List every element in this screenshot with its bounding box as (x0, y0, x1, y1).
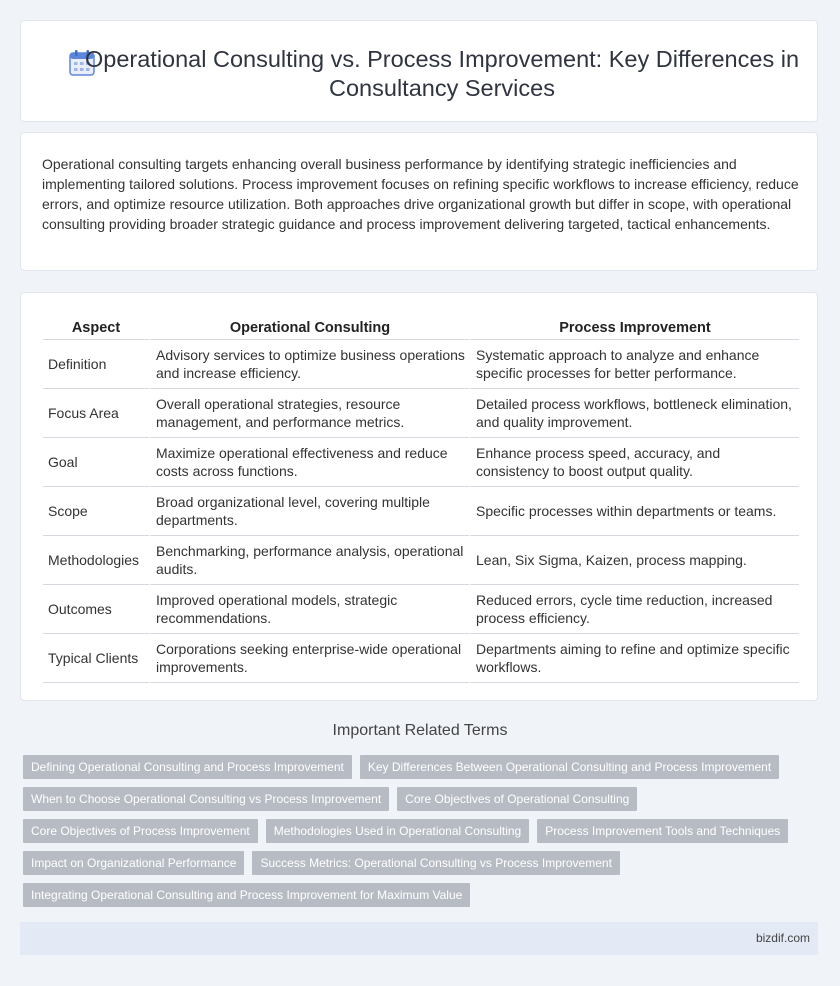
row-operational: Benchmarking, performance analysis, operational audits. (149, 536, 469, 585)
related-term-link[interactable]: Defining Operational Consulting and Process Improvement (23, 755, 352, 779)
related-term-link[interactable]: Core Objectives of Operational Consulting (397, 787, 637, 811)
row-operational: Maximize operational effectiveness and reduce costs across functions. (149, 438, 469, 487)
related-terms-title: Important Related Terms (332, 722, 508, 739)
row-process: Detailed process workflows, bottleneck elimination, and quality improvement. (469, 389, 799, 438)
table-row (43, 536, 799, 585)
row-process: Systematic approach to analyze and enhance specific processes for better performance. (469, 340, 799, 389)
table-row (43, 585, 799, 634)
row-operational: Corporations seeking enterprise-wide operational improvements. (149, 634, 469, 683)
table-row (43, 634, 799, 683)
row-process: Lean, Six Sigma, Kaizen, process mapping. (469, 536, 799, 585)
related-term-link[interactable]: Key Differences Between Operational Consulting and Process Improvement (360, 755, 779, 779)
header-process-improvement: Process Improvement (469, 314, 799, 340)
header-operational-consulting: Operational Consulting (149, 314, 469, 340)
row-process: Specific processes within departments or teams. (469, 487, 799, 536)
row-operational: Improved operational models, strategic recommendations. (149, 585, 469, 634)
row-process: Enhance process speed, accuracy, and consistency to boost output quality. (469, 438, 799, 487)
header-aspect: Aspect (43, 314, 149, 340)
header-card (20, 20, 818, 122)
table-row (43, 438, 799, 487)
footer (20, 922, 818, 955)
table-row (43, 487, 799, 536)
table-row (43, 340, 799, 389)
site-name[interactable]: bizdif.com (755, 931, 810, 945)
related-term-link[interactable]: Integrating Operational Consulting and Process Improvement for Maximum Value (23, 883, 470, 907)
row-operational: Overall operational strategies, resource management, and performance metrics. (149, 389, 469, 438)
table-header-row (43, 314, 799, 340)
row-process: Reduced errors, cycle time reduction, increased process efficiency. (469, 585, 799, 634)
related-term-link[interactable]: Process Improvement Tools and Techniques (537, 819, 788, 843)
row-aspect: Outcomes (43, 585, 149, 634)
comparison-card (20, 292, 818, 701)
related-term-link[interactable]: Core Objectives of Process Improvement (23, 819, 258, 843)
table-row (43, 389, 799, 438)
page-title: Operational Consulting vs. Process Improvement: Key Differences in Consultancy Services (84, 46, 800, 101)
intro-paragraph: Operational consulting targets enhancing overall business performance by identifying strategic inefficiencies and implementing tailored solutions. Process improvement focuses on refining specific workflows to increase efficiency, reduce errors, and optimize resource utilization. Both approaches drive organizational growth but differ in scope, with operational consulting providing broader strategic guidance and process improvement delivering targeted, tactical enhancements. (42, 156, 799, 232)
related-term-link[interactable]: Impact on Organizational Performance (23, 851, 244, 875)
related-term-link[interactable]: Success Metrics: Operational Consulting vs Process Improvement (252, 851, 619, 875)
row-aspect: Goal (43, 438, 149, 487)
row-process: Departments aiming to refine and optimize specific workflows. (469, 634, 799, 683)
row-operational: Advisory services to optimize business operations and increase efficiency. (149, 340, 469, 389)
row-operational: Broad organizational level, covering multiple departments. (149, 487, 469, 536)
related-term-link[interactable]: Methodologies Used in Operational Consulting (266, 819, 529, 843)
row-aspect: Methodologies (43, 536, 149, 585)
related-terms-list (23, 755, 803, 907)
row-aspect: Scope (43, 487, 149, 536)
row-aspect: Definition (43, 340, 149, 389)
row-aspect: Focus Area (43, 389, 149, 438)
comparison-table (43, 314, 799, 683)
row-aspect: Typical Clients (43, 634, 149, 683)
related-term-link[interactable]: When to Choose Operational Consulting vs Process Improvement (23, 787, 389, 811)
intro-card (20, 132, 818, 271)
